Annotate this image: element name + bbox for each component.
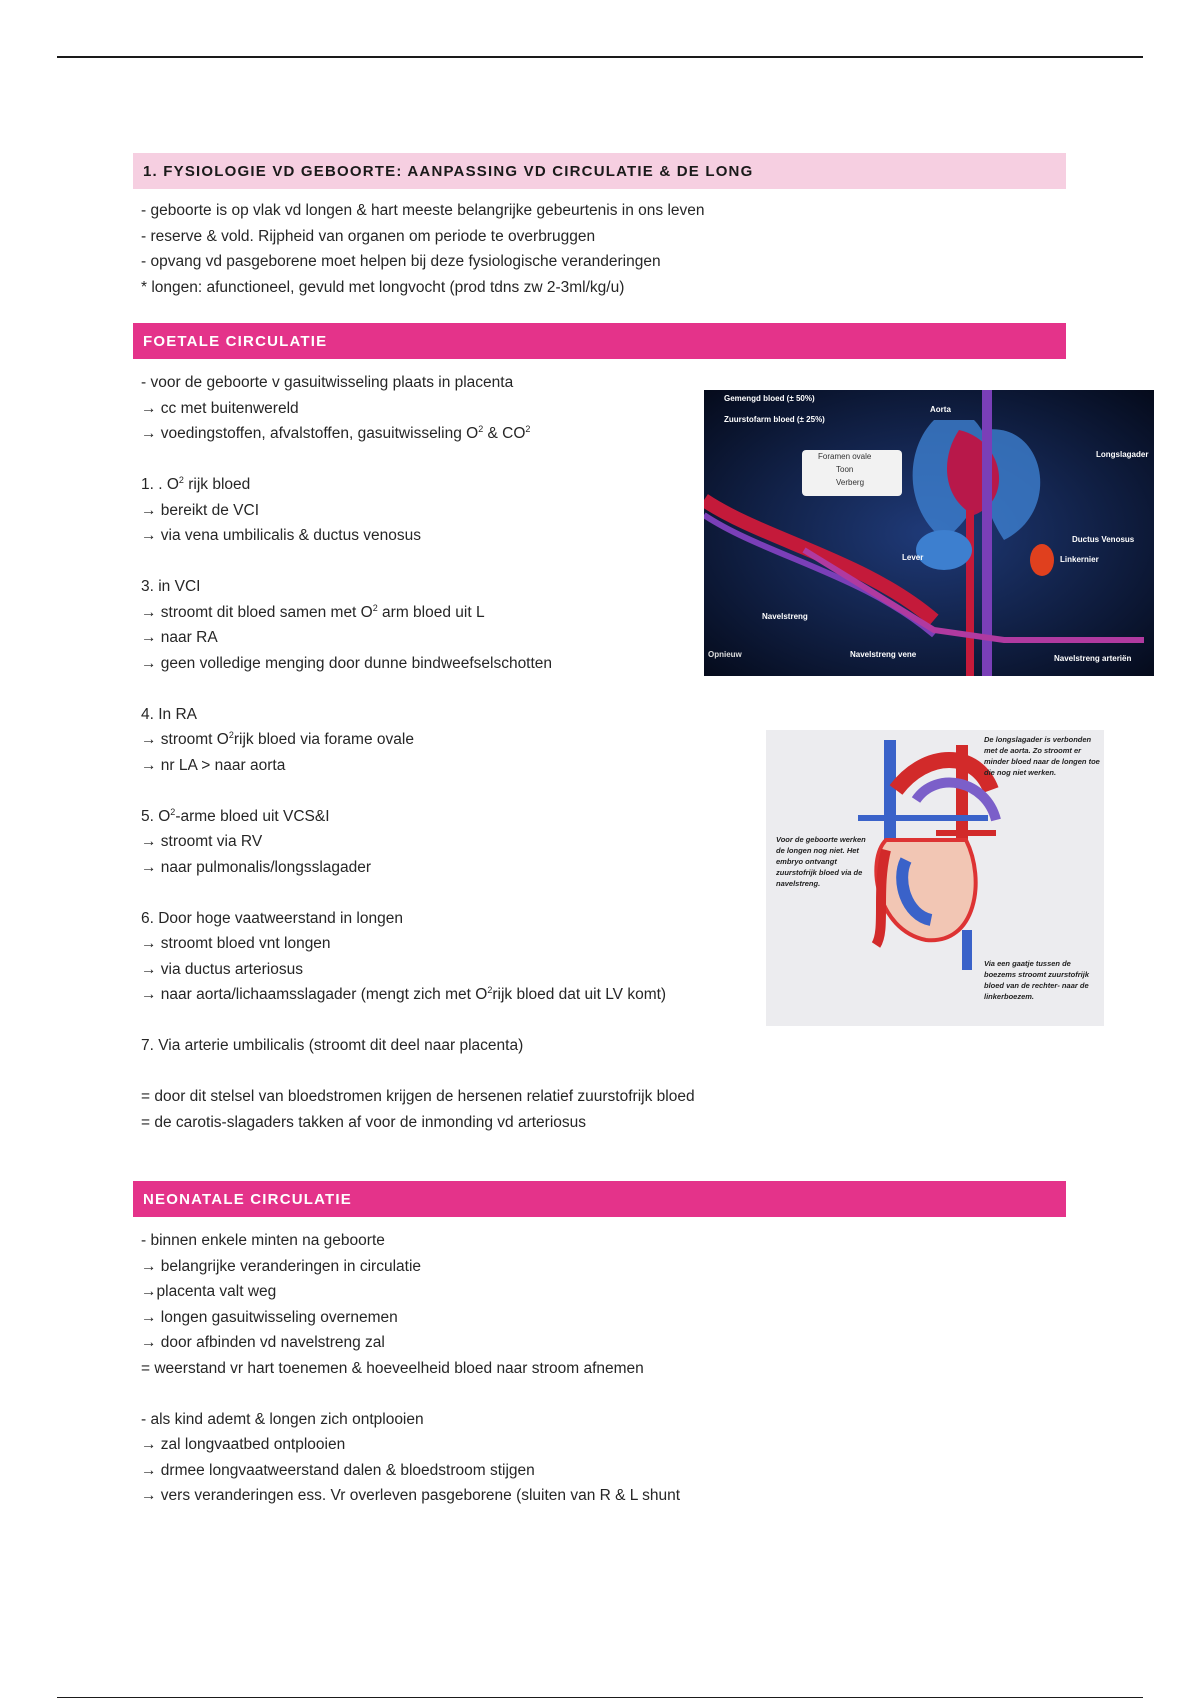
- text-line: * longen: afunctioneel, gevuld met longvocht (prod tdns zw 2-3ml/kg/u): [141, 278, 625, 296]
- label-ductus-venosus: Ductus Venosus: [1072, 535, 1135, 544]
- label-navelstreng: Navelstreng: [762, 612, 808, 621]
- legend-mixed: Gemengd bloed (± 50%): [724, 394, 815, 403]
- text-line: - geboorte is op vlak vd longen & hart meeste belangrijke gebeurtenis in ons leven: [141, 202, 705, 219]
- text-line: [141, 982, 695, 1008]
- text-run: → naar aorta/lichaamsslagader (mengt zich met O: [141, 986, 488, 1003]
- superscript: 2: [228, 729, 234, 740]
- section1-text: [141, 198, 705, 300]
- text-run: → voedingstoffen, afvalstoffen, gasuitwisseling O: [141, 425, 479, 442]
- toggle-off[interactable]: Verberg: [836, 478, 865, 487]
- label-lever: Lever: [902, 553, 924, 562]
- text-line: → door afbinden vd navelstreng zal: [141, 1334, 385, 1351]
- text-line: → stroomt via RV: [141, 833, 263, 850]
- text-line: [141, 421, 695, 447]
- section-title-neonatal: NEONATALE CIRCULATIE: [133, 1181, 1066, 1217]
- text-run: 1. . O: [141, 476, 179, 493]
- text-line: → vers veranderingen ess. Vr overleven pasgeborene (sluiten van R & L shunt: [141, 1487, 681, 1504]
- text-line: → nr LA > naar aorta: [141, 756, 286, 774]
- text-line: → stroomt bloed vnt longen: [141, 935, 331, 952]
- toggle-on[interactable]: Toon: [836, 465, 854, 474]
- text-line: → cc met buitenwereld: [141, 399, 299, 417]
- toggle-title: Foramen ovale: [818, 452, 872, 461]
- top-rule: [57, 56, 1143, 58]
- section-title-physiology: 1. FYSIOLOGIE VD GEBOORTE: AANPASSING VD CIRCULATIE & DE LONG: [133, 153, 1066, 189]
- text-line: 3. in VCI: [141, 578, 201, 595]
- fetal-heart-figure: [766, 730, 1104, 1026]
- text-run: -arme bloed uit VCS&I: [175, 807, 330, 825]
- superscript: 2: [170, 806, 176, 817]
- fetal-circulation-illustration: [704, 390, 1154, 676]
- text-line: 7. Via arterie umbilicalis (stroomt dit deel naar placenta): [141, 1037, 524, 1054]
- text-run: arm bloed uit L: [377, 603, 485, 621]
- text-line: → zal longvaatbed ontplooien: [141, 1436, 346, 1453]
- text-run: → stroomt O: [141, 731, 229, 748]
- bottom-rule: [57, 1697, 1143, 1698]
- text-line: → longen gasuitwisseling overnemen: [141, 1308, 398, 1326]
- legend-oxygen-poor: Zuurstofarm bloed (± 25%): [724, 415, 825, 424]
- section2-text: [141, 370, 695, 1135]
- text-line: → via vena umbilicalis & ductus venosus: [141, 527, 421, 544]
- text-line: 6. Door hoge vaatweerstand in longen: [141, 909, 403, 927]
- label-aorta: Aorta: [930, 405, 951, 414]
- text-line: - reserve & vold. Rijpheid van organen om periode te overbruggen: [141, 227, 596, 245]
- text-line: - voor de geboorte v gasuitwisseling plaats in placenta: [141, 374, 514, 391]
- text-line: - opvang vd pasgeborene moet helpen bij deze fysiologische veranderingen: [141, 253, 661, 270]
- section-title-fetal: FOETALE CIRCULATIE: [133, 323, 1066, 359]
- text-line: → drmee longvaatweerstand dalen & bloedstroom stijgen: [141, 1461, 535, 1479]
- fetal-circulation-figure: [704, 390, 1154, 676]
- note-boezems: Via een gaatje tussen de boezems stroomt zuurstofrijk bloed van de rechter- naar de linkerboezem.: [984, 959, 1090, 1001]
- note-longen: Voor de geboorte werken de longen nog niet. Het embryo ontvangt zuurstofrijk bloed via de navelstreng.: [776, 835, 866, 888]
- text-line: [141, 472, 695, 498]
- text-line: →placenta valt weg: [141, 1283, 277, 1300]
- superscript: 2: [178, 474, 184, 485]
- text-line: - binnen enkele minten na geboorte: [141, 1232, 385, 1249]
- label-linkernier: Linkernier: [1060, 555, 1099, 564]
- label-longslagader: Longslagader: [1096, 450, 1149, 459]
- superscript: 2: [372, 602, 378, 613]
- text-line: [141, 804, 695, 830]
- text-line: [141, 727, 695, 753]
- note-longslagader: De longslagader is verbonden met de aorta. Zo stroomt er minder bloed naar de longen toe die nog niet werken.: [984, 735, 1100, 777]
- superscript: 2: [478, 423, 484, 434]
- text-line: → via ductus arteriosus: [141, 960, 303, 978]
- section3-text: [141, 1228, 680, 1509]
- superscript: 2: [487, 984, 493, 995]
- text-line: → naar RA: [141, 629, 218, 646]
- superscript: 2: [525, 423, 531, 434]
- text-line: = de carotis-slagaders takken af voor de inmonding vd arteriosus: [141, 1113, 587, 1131]
- text-line: [141, 600, 695, 626]
- replay-button[interactable]: Opnieuw: [708, 650, 742, 659]
- text-run: rijk bloed dat uit LV komt): [492, 986, 667, 1003]
- text-line: = weerstand vr hart toenemen & hoeveelheid bloed naar stroom afnemen: [141, 1359, 644, 1377]
- text-line: → bereikt de VCI: [141, 501, 260, 519]
- text-run: → stroomt dit bloed samen met O: [141, 603, 373, 621]
- text-line: = door dit stelsel van bloedstromen krijgen de hersenen relatief zuurstofrijk bloed: [141, 1088, 695, 1105]
- text-run: rijk bloed: [183, 476, 251, 493]
- text-line: → geen volledige menging door dunne bindweefselschotten: [141, 654, 553, 672]
- text-run: rijk bloed via forame ovale: [233, 731, 414, 748]
- text-line: → naar pulmonalis/longsslagader: [141, 858, 372, 876]
- text-run: & CO: [483, 425, 526, 442]
- text-line: → belangrijke veranderingen in circulatie: [141, 1257, 422, 1275]
- text-run: 5. O: [141, 807, 171, 825]
- text-line: - als kind ademt & longen zich ontplooien: [141, 1410, 424, 1428]
- text-line: 4. In RA: [141, 705, 197, 723]
- foramen-ovale-toggle[interactable]: [802, 450, 902, 496]
- label-navelstreng-arterien: Navelstreng arteriën: [1054, 654, 1132, 663]
- label-navelstreng-vene: Navelstreng vene: [850, 650, 917, 659]
